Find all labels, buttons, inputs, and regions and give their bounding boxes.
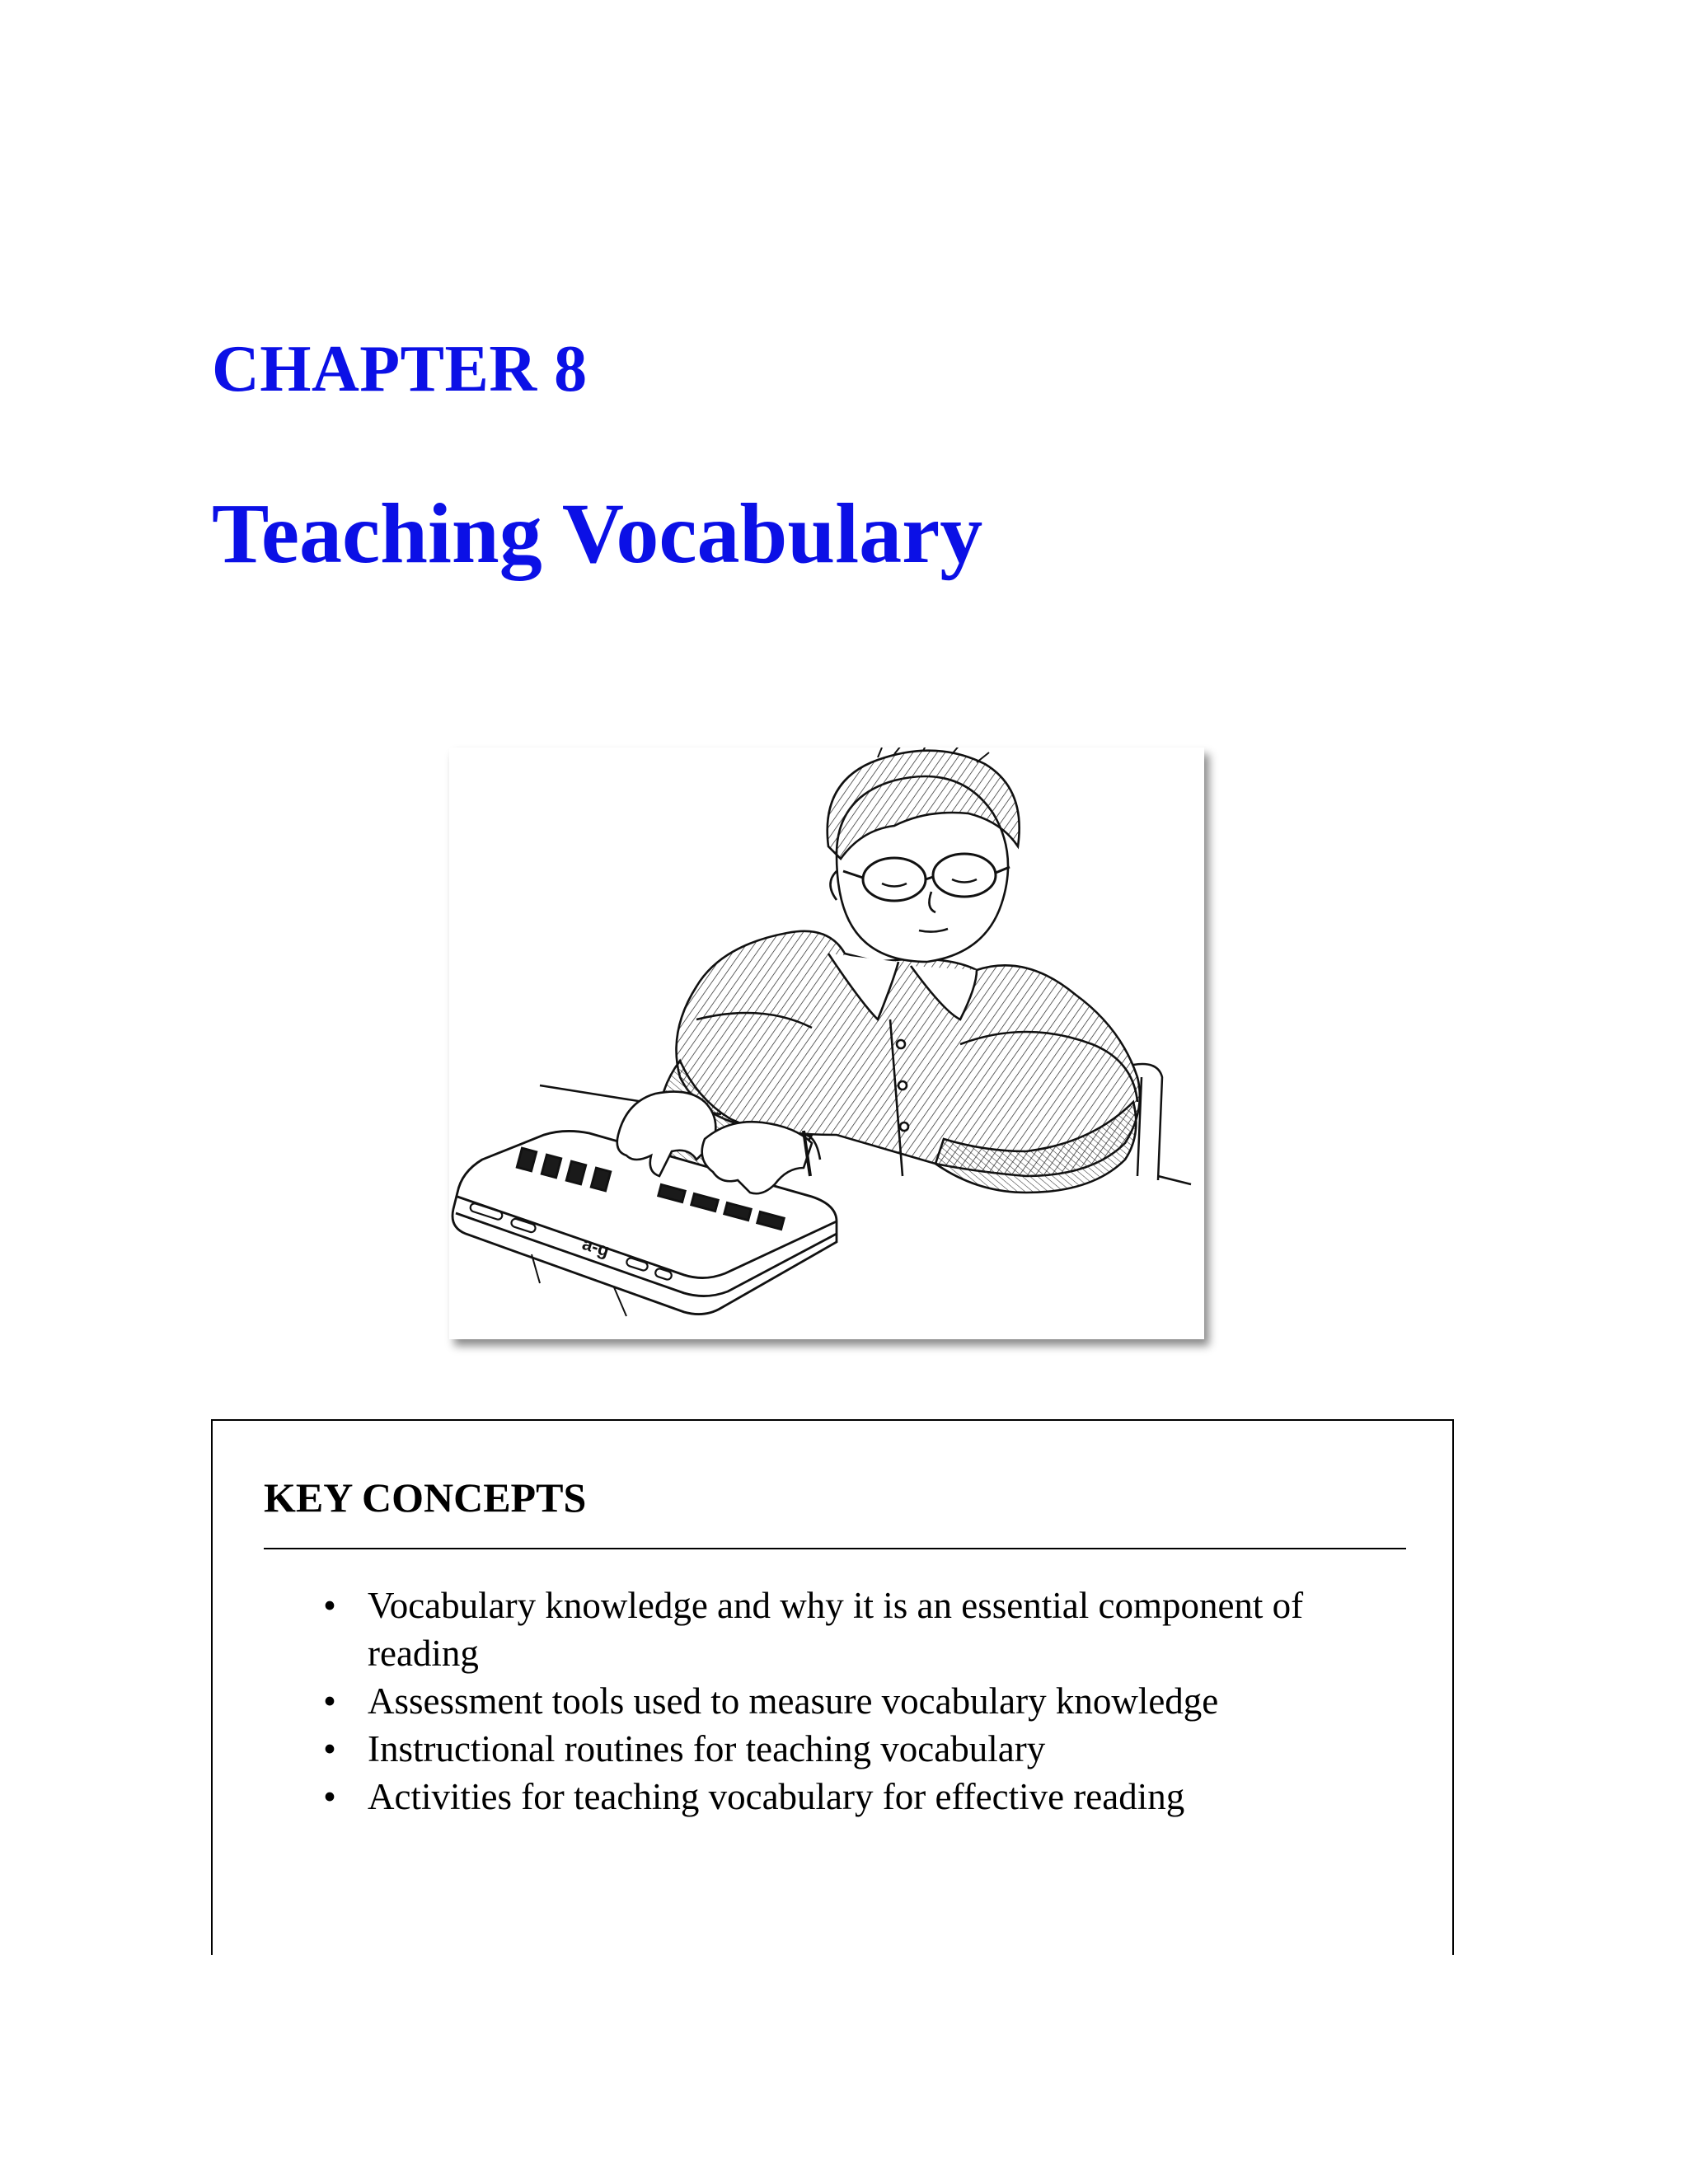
- list-item-text: Assessment tools used to measure vocabulary knowledge: [368, 1680, 1219, 1722]
- chapter-illustration: [449, 748, 1204, 1339]
- heading-divider: [264, 1548, 1406, 1549]
- bullet-icon: •: [323, 1728, 336, 1769]
- chapter-label: CHAPTER 8: [212, 333, 588, 405]
- list-item: [313, 1773, 1376, 1821]
- boy-braille-drawing: [449, 748, 1204, 1339]
- list-item: [313, 1677, 1376, 1725]
- bullet-icon: •: [323, 1680, 336, 1722]
- list-item: [313, 1725, 1376, 1773]
- head: [828, 748, 1020, 962]
- list-item: [313, 1582, 1376, 1677]
- bullet-icon: •: [323, 1585, 336, 1626]
- list-item-text: Activities for teaching vocabulary for effective reading: [368, 1776, 1185, 1817]
- key-concepts-heading: KEY CONCEPTS: [264, 1474, 587, 1521]
- bullet-icon: •: [323, 1776, 336, 1817]
- list-item-text: Instructional routines for teaching vocabulary: [368, 1728, 1046, 1769]
- device-label: a-g: [579, 1232, 612, 1261]
- chapter-title: Teaching Vocabulary: [212, 486, 983, 581]
- key-concepts-box: [211, 1419, 1454, 1955]
- key-concepts-list: [313, 1582, 1376, 1821]
- list-item-text: Vocabulary knowledge and why it is an essential component of reading: [368, 1585, 1304, 1674]
